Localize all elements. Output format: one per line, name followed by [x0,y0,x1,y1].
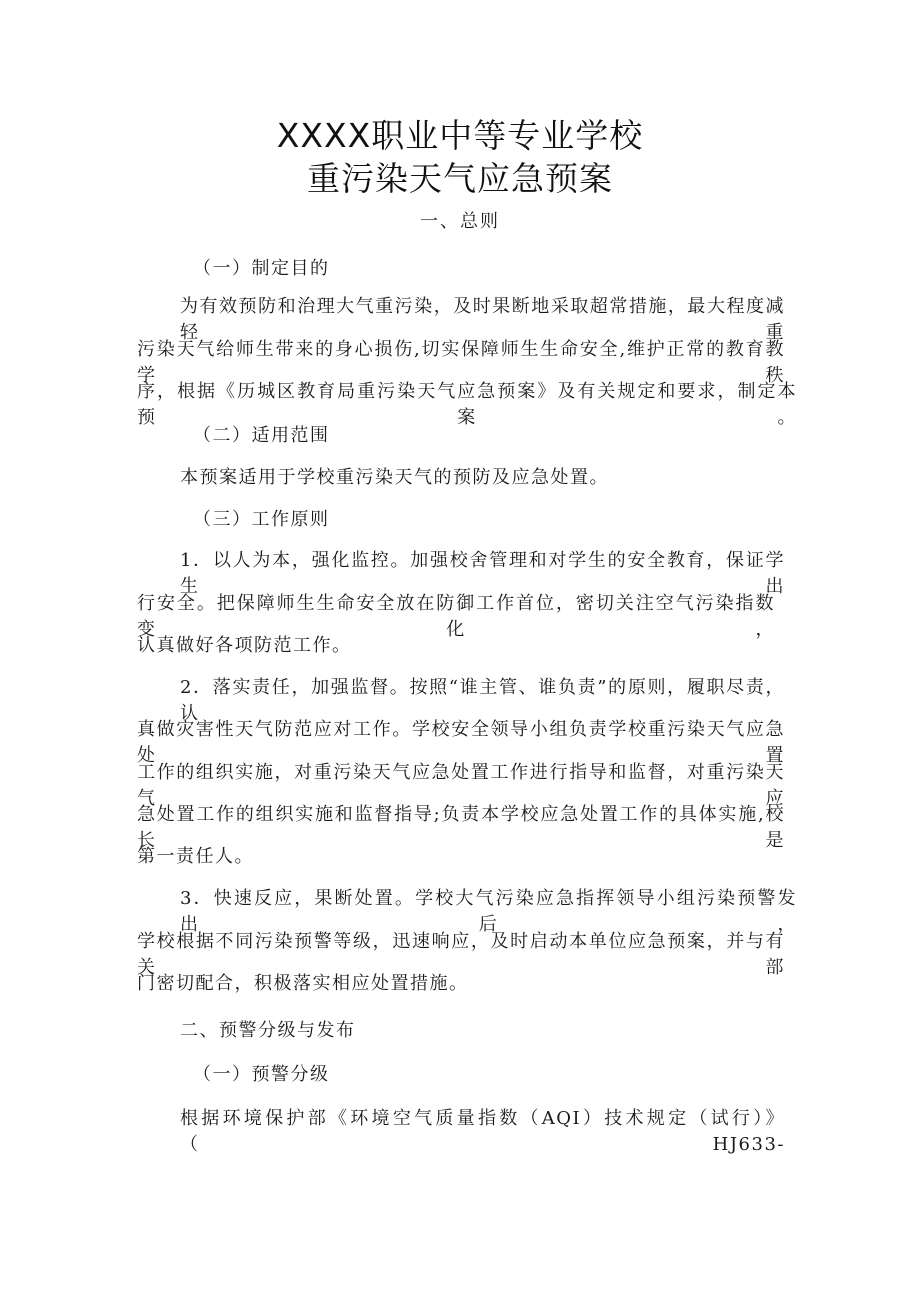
principle3-line-2: 学校根据不同污染预警等级，迅速响应，及时启动本单位应急预案，并与有关部 [137,931,785,978]
principle1-line-2: 行安全。把保障师生生命安全放在防御工作首位，密切关注空气污染指数变化， [137,593,775,640]
principle1-line-1: 1．以人为本，强化监控。加强校舍管理和对学生的安全教育，保证学生出 [180,550,785,597]
p1-line-2: 污染天气给师生带来的身心损伤,切实保障师生生命安全,维护正常的教育教学秩 [137,339,785,386]
principle2-line-5: 第一责任人。 [137,846,254,867]
principle2-line-3: 工作的组织实施，对重污染天气应急处置工作进行指导和监督，对重污染天气应 [137,762,785,809]
principle3-line-3: 门密切配合，积极落实相应处置措施。 [137,973,469,994]
principle2-line-1: 2．落实责任，加强监督。按照“谁主管、谁负责”的原则，履职尽责，认 [180,677,785,724]
p1-line-3: 序，根据《历城区教育局重污染天气应急预案》及有关规定和要求，制定本预案。 [137,381,797,428]
sub4-heading: （一）预警分级 [193,1064,330,1085]
document-title-line2: 重污染天气应急预案 [307,159,613,198]
section2-heading: 二、预警分级与发布 [180,1020,356,1041]
sub2-heading: （二）适用范围 [193,425,330,446]
sub3-heading: （三）工作原则 [193,509,330,530]
p2-line: 本预案适用于学校重污染天气的预防及应急处置。 [180,467,609,488]
document-title-line1: XXXX职业中等专业学校 [276,116,644,155]
principle1-line-3: 认真做好各项防范工作。 [137,635,352,656]
p1-line-1: 为有效预防和治理大气重污染，及时果断地采取超常措施，最大程度减轻重 [180,296,785,343]
section1-heading: 一、总则 [420,211,500,232]
principle2-line-2: 真做灾害性天气防范应对工作。学校安全领导小组负责学校重污染天气应急处置 [137,719,785,766]
p4-line: 根据环境保护部《环境空气质量指数（AQI）技术规定（试行）》（HJ633- [180,1108,785,1155]
principle2-line-4: 急处置工作的组织实施和监督指导;负责本学校应急处置工作的具体实施,校长是 [137,804,785,851]
sub1-heading: （一）制定目的 [193,258,330,279]
principle3-line-1: 3．快速反应，果断处置。学校大气污染应急指挥领导小组污染预警发出后， [180,888,797,935]
